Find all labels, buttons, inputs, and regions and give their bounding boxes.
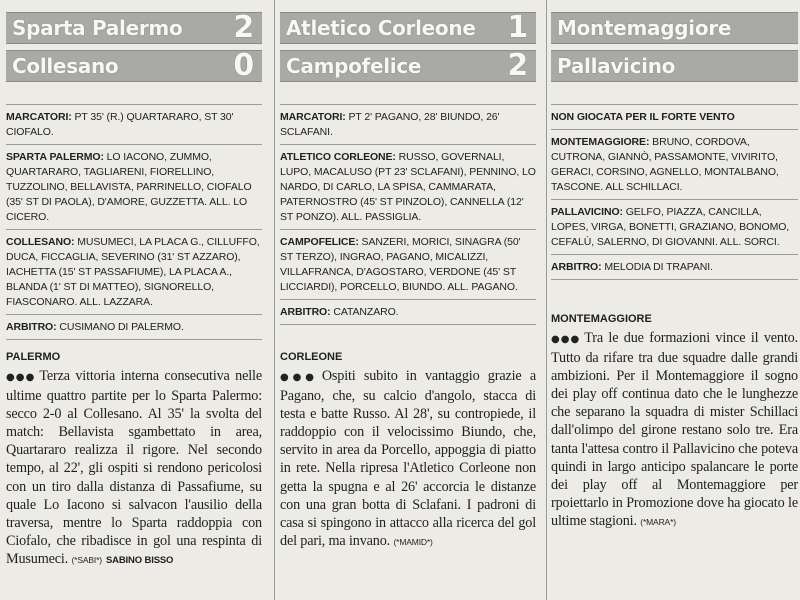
block-label: MARCATORI: [6,111,72,123]
match-status-block [551,105,798,130]
report-signature: (*MARA*) [640,516,676,527]
home-team-name: Atletico Corleone [286,16,476,40]
referee-block [280,300,536,325]
report-title: MONTEMAGGIORE [551,313,652,325]
lineup-blocks [280,104,536,325]
block-label: ARBITRO: [280,306,331,318]
block-label: ARBITRO: [551,261,602,273]
block-label: MARCATORI: [280,111,346,123]
block-text: GELFO, PIAZZA, CANCILLA, LOPES, VIRGA, BONETTI, GRAZIANO, BONOMO, CEFALÙ, SALERNO, DI GIOVANNI. ALL. SORCI. [551,206,790,248]
referee-block [6,315,262,340]
report-text: Tra le due formazioni vince il vento. Tutto da rifare tra due squadre dalle grandi ambizioni. Per il Montemaggiore il sogno dei play off continua dato che le lunghezze che separano la squadra di mister Schillaci dall'olimpo del girone restano solo tre. Era tanta l'attesa contro il Pallavicino che poteva quindi in largo anticipo spalancare le porte dei play off al Montemaggiore per rpoiettarlo in Promozione dove ha giocato le ultime stagioni. [551,330,798,529]
away-team-name: Collesano [12,54,119,78]
referee-block [551,255,798,280]
block-text: LO IACONO, ZUMMO, QUARTARARO, TAGLIARENI, FIORELLINO, TUZZOLINO, BELLAVISTA, PARRINELLO, CIOFALO (35' ST DI PAOLA), D'AMORE, GUZZETTA. ALL. LO CICERO. [6,151,252,223]
home-lineup-block [551,130,798,200]
block-label: ARBITRO: [6,321,57,333]
block-text: RUSSO, GOVERNALI, LUPO, MACALUSO (PT 23' SCLAFANI), PENNINO, LO NARDO, DI CARLO, LA SPISA, CAMMARATA, PATERNOSTRO (45' ST PINZOLO), CANNELLA (12' ST PONZO). ALL. PASSIGLIA. [280,151,536,223]
away-lineup-block [280,230,536,300]
block-label: ATLETICO CORLEONE: [280,151,396,163]
lineup-blocks [551,104,798,280]
report-body [551,329,798,531]
report-text: Ospiti subito in vantaggio grazie a Pagano, che, su calcio d'angolo, stacca di testa e batte Russo. Al 28', su contropiede, il raddoppio con il velocissimo Biundo, che, servito in area da Porcello, appoggia di piatto in rete. Nella ripresa l'Atletico Corleone non getta la spugna e al 26' accorcia le distanze con una gran botta di Sclafani. I padroni di casa si spingono in attacco alla ricerca del gol del pari, ma invano. [280,368,536,549]
home-team-bar [6,12,262,44]
match-report [551,312,798,531]
match-column-corleone-campofelice [274,0,542,600]
lineup-blocks [6,104,262,340]
home-lineup-block [6,145,262,230]
away-lineup-block [6,230,262,315]
home-score: 1 [507,10,528,45]
match-report [6,350,262,570]
bullet-dots-icon: ●●● [6,372,36,383]
away-team-name: Campofelice [286,54,422,78]
block-text: CATANZARO. [330,306,399,318]
match-column-montemaggiore-pallavicino [546,0,800,600]
away-score: 0 [233,48,254,83]
report-body [6,367,262,570]
scorers-block [280,105,536,145]
away-team-name: Pallavicino [557,54,676,78]
block-text: BRUNO, CORDOVA, CUTRONA, GIANNÒ, PASSAMONTE, VIVIRITO, GERACI, CORSINO, AGNELLO, MONTALBANO, TASCONE. ALL SCHILLACI. [551,136,779,193]
report-signature: (*SABI*) [71,554,102,565]
block-text: PT 35' (R.) QUARTARARO, ST 30' CIOFALO. [6,111,234,138]
match-report [280,350,536,551]
block-text: CUSIMANO DI PALERMO. [56,321,184,333]
bullet-dots-icon: ●●● [551,334,581,345]
home-lineup-block [280,145,536,230]
block-label: MONTEMAGGIORE: [551,136,650,148]
report-signature: (*MAMID*) [393,536,433,547]
report-title: PALERMO [6,351,61,363]
away-team-bar [6,50,262,82]
block-text: MELODIA DI TRAPANI. [601,261,713,273]
block-text: SANZERI, MORICI, SINAGRA (50' ST TERZO), INGRAO, PAGANO, MICALIZZI, VILLAFRANCA, D'AGOSTARO, VERDONE (45' ST LICCIARDI), PORCELLO, BIUNDO. ALL. PAGANO. [280,236,521,293]
match-column-sparta-collesano [0,0,268,600]
away-team-bar [280,50,536,82]
block-label: NON GIOCATA PER IL FORTE VENTO [551,111,735,123]
block-label: PALLAVICINO: [551,206,623,218]
away-team-bar [551,50,798,82]
block-text: PT 2' PAGANO, 28' BIUNDO, 26' SCLAFANI. [280,111,500,138]
report-text: Terza vittoria interna consecutiva nelle ultime quattro partite per lo Sparta Palermo: secco 2-0 al Collesano. Al 35' la svolta del match: Bellavista sgambettato in area, Quartararo realizza il rigore. Nel secondo tempo, al 22', gli ospiti si rendono pericolosi con un tiro dalla distanza di Passafiume, su quale Lo Iacono si salvacon l'ausilio della traversa, mentre lo Sparta raddoppia con Ciofalo, che ribadisce in gol una respinta di Musumeci. [6,368,262,567]
home-team-name: Sparta Palermo [12,16,183,40]
block-label: SPARTA PALERMO: [6,151,104,163]
away-score: 2 [507,48,528,83]
home-team-name: Montemaggiore [557,16,732,40]
report-body [280,367,536,551]
report-title: CORLEONE [280,351,343,363]
away-lineup-block [551,200,798,255]
block-text: MUSUMECI, LA PLACA G., CILLUFFO, DUCA, FICCAGLIA, SEVERINO (31' ST AZZARO), IACHETTA (15' ST PASSAFIUME), LA PLACA A., BLANDA (1' ST DI MATTEO), SIGNORELLO, FIASCONARO. ALL. LAZZARA. [6,236,260,308]
home-score: 2 [233,10,254,45]
scorers-block [6,105,262,145]
home-team-bar [551,12,798,44]
home-team-bar [280,12,536,44]
block-label: COLLESANO: [6,236,75,248]
bullet-dots-icon: ●●● [280,372,318,383]
report-author: SABINO BISSO [105,554,174,566]
block-label: CAMPOFELICE: [280,236,359,248]
